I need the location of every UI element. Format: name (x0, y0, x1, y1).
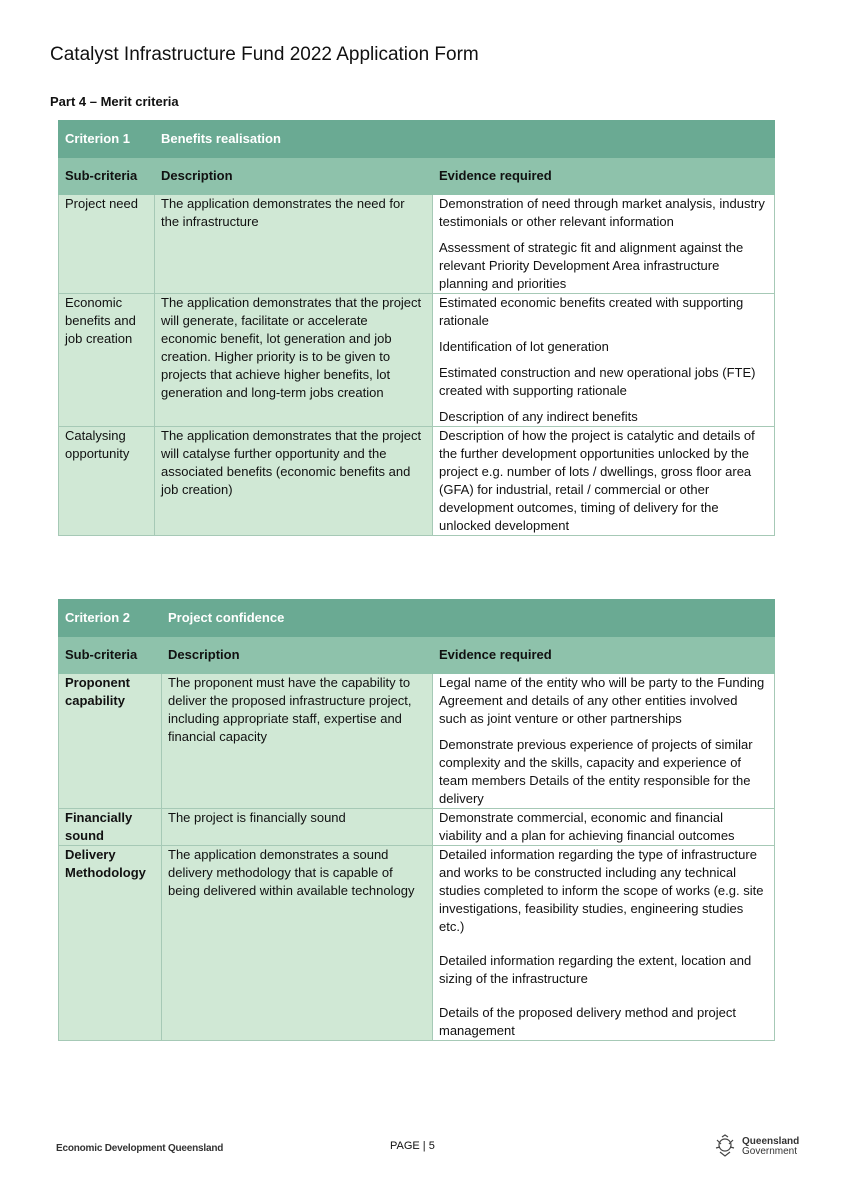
column-header-row (59, 158, 775, 195)
criterion-header-empty (433, 600, 775, 637)
column-header-description: Description (162, 637, 433, 674)
evidence-cell (433, 427, 775, 536)
evidence-item: Estimated economic benefits created with supporting rationale (439, 295, 744, 328)
evidence-item: Demonstrate commercial, economic and financial viability and a plan for achieving financial outcomes (439, 810, 735, 843)
description-cell: The application demonstrates the need for the infrastructure (155, 195, 433, 294)
criterion-1-table (58, 120, 775, 536)
evidence-cell (433, 294, 775, 427)
logo-line-government: Government (742, 1146, 798, 1157)
logo-line-queensland: Queensland (742, 1136, 800, 1147)
description-cell: The proponent must have the capability to deliver the proposed infrastructure project, including appropriate staff, expertise and financial capacity (162, 674, 433, 809)
table-row (59, 294, 775, 427)
column-header-evidence: Evidence required (433, 637, 775, 674)
queensland-government-logo (712, 1134, 799, 1160)
evidence-cell (433, 674, 775, 809)
evidence-cell (433, 846, 775, 1041)
table-row (59, 809, 775, 846)
evidence-item: Demonstrate previous experience of projects of similar complexity and the skills, capacity and experience of team members Details of the entity responsible for the delivery (439, 737, 753, 806)
document-title: Catalyst Infrastructure Fund 2022 Application Form (50, 44, 479, 65)
subcriteria-cell: Project need (59, 195, 155, 294)
column-header-evidence: Evidence required (433, 158, 775, 195)
criterion-2-table (58, 599, 775, 1041)
criterion-header-row (59, 600, 775, 637)
subcriteria-cell: Financially sound (59, 809, 162, 846)
evidence-cell (433, 195, 775, 294)
table-row (59, 674, 775, 809)
logo-text (742, 1137, 799, 1157)
evidence-item: Estimated construction and new operational jobs (FTE) created with supporting rationale (439, 365, 756, 398)
evidence-cell (433, 809, 775, 846)
column-header-row (59, 637, 775, 674)
column-header-subcriteria: Sub-criteria (59, 158, 155, 195)
criterion-title: Project confidence (162, 600, 433, 637)
criterion-title: Benefits realisation (155, 121, 433, 158)
table-row (59, 195, 775, 294)
evidence-item: Description of how the project is catalytic and details of the further development opportunities unlocked by the project e.g. number of lots / dwellings, gross floor area (GFA) for industrial, retail / commercial or other development outcomes, timing of delivery for the unlocked development (439, 428, 755, 533)
evidence-item: Demonstration of need through market analysis, industry testimonials or other relevant information (439, 196, 765, 229)
subcriteria-cell: Proponent capability (59, 674, 162, 809)
coat-of-arms-icon (712, 1134, 738, 1160)
table-row (59, 427, 775, 536)
part-heading: Part 4 – Merit criteria (50, 94, 179, 109)
evidence-item: Identification of lot generation (439, 339, 609, 354)
criterion-label: Criterion 1 (59, 121, 155, 158)
page-number: PAGE | 5 (390, 1140, 435, 1152)
description-cell: The application demonstrates a sound delivery methodology that is capable of being delivered within available technology (162, 846, 433, 1041)
column-header-subcriteria: Sub-criteria (59, 637, 162, 674)
evidence-item: Detailed information regarding the extent, location and sizing of the infrastructure (439, 953, 752, 986)
description-cell: The project is financially sound (162, 809, 433, 846)
evidence-item: Details of the proposed delivery method and project management (439, 1005, 737, 1038)
footer-organisation: Economic Development Queensland (56, 1143, 224, 1154)
criterion-label: Criterion 2 (59, 600, 162, 637)
criterion-header-empty (433, 121, 775, 158)
subcriteria-cell: Delivery Methodology (59, 846, 162, 1041)
table-row (59, 846, 775, 1041)
evidence-item: Detailed information regarding the type of infrastructure and works to be constructed including any technical studies completed to inform the scope of works (e.g. site investigations, feasibility studies, engineering studies etc.) (439, 847, 764, 934)
evidence-item: Legal name of the entity who will be party to the Funding Agreement and details of any other entities involved such as joint venture or other partnerships (439, 675, 765, 726)
subcriteria-cell: Catalysing opportunity (59, 427, 155, 536)
criterion-header-row (59, 121, 775, 158)
column-header-description: Description (155, 158, 433, 195)
subcriteria-cell: Economic benefits and job creation (59, 294, 155, 427)
evidence-item: Assessment of strategic fit and alignment against the relevant Priority Development Area infrastructure planning and priorities (439, 240, 744, 291)
description-cell: The application demonstrates that the project will catalyse further opportunity and the associated benefits (economic benefits and job creation) (155, 427, 433, 536)
description-cell: The application demonstrates that the project will generate, facilitate or accelerate economic benefit, lot generation and job creation. Higher priority is to be given to projects that achieve higher benefits, lot generation and long-term jobs creation (155, 294, 433, 427)
evidence-item: Description of any indirect benefits (439, 409, 638, 424)
